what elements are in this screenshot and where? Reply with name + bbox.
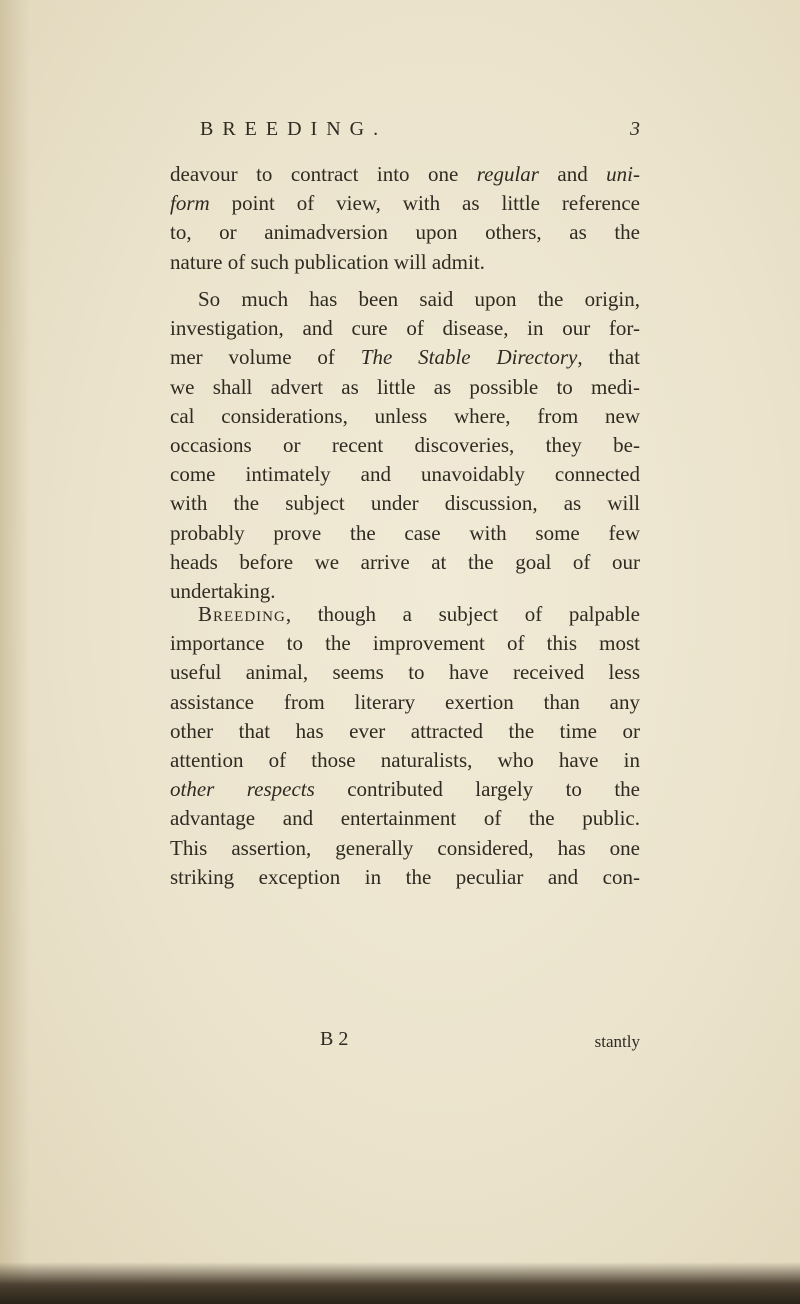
text-segment: undertaking. <box>170 579 276 603</box>
text-line <box>170 746 640 774</box>
text-line <box>170 688 640 716</box>
text-line <box>170 834 640 862</box>
text-line <box>170 863 640 891</box>
italic-text: The Stable Directory <box>360 345 578 370</box>
text-segment: we shall advert as little as possible to medi- <box>170 374 640 399</box>
text-segment: mer volume of <box>170 345 361 370</box>
text-line <box>170 343 640 371</box>
text-segment: contributed largely to the <box>314 777 640 802</box>
catchword: stantly <box>594 1032 640 1051</box>
text-line <box>170 548 640 576</box>
text-line <box>170 519 640 547</box>
text-line <box>170 489 640 517</box>
running-head-title: BREEDING. <box>200 118 388 140</box>
text-segment: come intimately and unavoidably connected <box>170 462 640 487</box>
text-segment: other that has ever attracted the time or <box>170 718 640 743</box>
text-line <box>170 804 640 832</box>
text-segment: useful animal, seems to have received less <box>170 660 640 685</box>
text-segment: , that <box>577 345 640 370</box>
text-line <box>170 160 640 188</box>
italic-text: regular <box>476 162 539 186</box>
italic-text: form <box>170 191 210 216</box>
text-line <box>170 218 640 246</box>
text-segment: cal considerations, unless where, from new <box>170 403 640 428</box>
signature-mark: B 2 <box>320 1028 349 1050</box>
text-line <box>170 285 640 313</box>
text-line <box>170 373 640 401</box>
text-line <box>170 431 640 459</box>
text-segment: attention of those naturalists, who have in <box>170 748 640 772</box>
text-segment: investigation, and cure of disease, in our for- <box>170 316 640 341</box>
text-block <box>170 0 640 1262</box>
text-line <box>170 314 640 342</box>
text-segment: assistance from literary exertion than any <box>170 689 640 714</box>
text-segment: advantage and entertainment of the public. <box>170 806 640 831</box>
text-segment: heads before we arrive at the goal of our <box>170 549 640 574</box>
text-line <box>170 717 640 745</box>
text-segment: deavour to contract into one <box>170 162 477 186</box>
running-head <box>170 118 640 148</box>
text-line <box>170 460 640 488</box>
italic-text: other respects <box>170 777 315 802</box>
page-gutter-shadow <box>0 0 30 1304</box>
page-bottom-edge <box>0 1262 800 1304</box>
text-segment: importance to the improvement of this most <box>170 631 640 656</box>
text-segment: This assertion, generally considered, has one <box>170 835 640 860</box>
text-segment: striking exception in the peculiar and con- <box>170 864 640 889</box>
text-segment: and <box>538 162 607 186</box>
text-segment: occasions or recent discoveries, they be- <box>170 433 640 457</box>
italic-text: uni- <box>606 162 640 186</box>
text-line <box>170 629 640 657</box>
text-segment: , though a subject of palpable <box>285 602 640 626</box>
text-segment: with the subject under discussion, as will <box>170 491 640 516</box>
text-line <box>170 189 640 217</box>
text-segment: point of view, with as little reference <box>209 191 640 216</box>
small-caps-text: Breeding <box>198 602 286 626</box>
text-segment: to, or animadversion upon others, as the <box>170 220 640 245</box>
text-line <box>170 658 640 686</box>
text-line <box>170 600 640 628</box>
text-line <box>170 775 640 803</box>
text-segment: So much has been said upon the origin, <box>198 287 640 311</box>
page-footer <box>170 1028 640 1056</box>
text-segment: nature of such publication will admit. <box>170 249 485 274</box>
text-line <box>170 248 640 276</box>
text-segment: probably prove the case with some few <box>170 520 640 545</box>
page-number: 3 <box>630 118 640 140</box>
text-line <box>170 402 640 430</box>
